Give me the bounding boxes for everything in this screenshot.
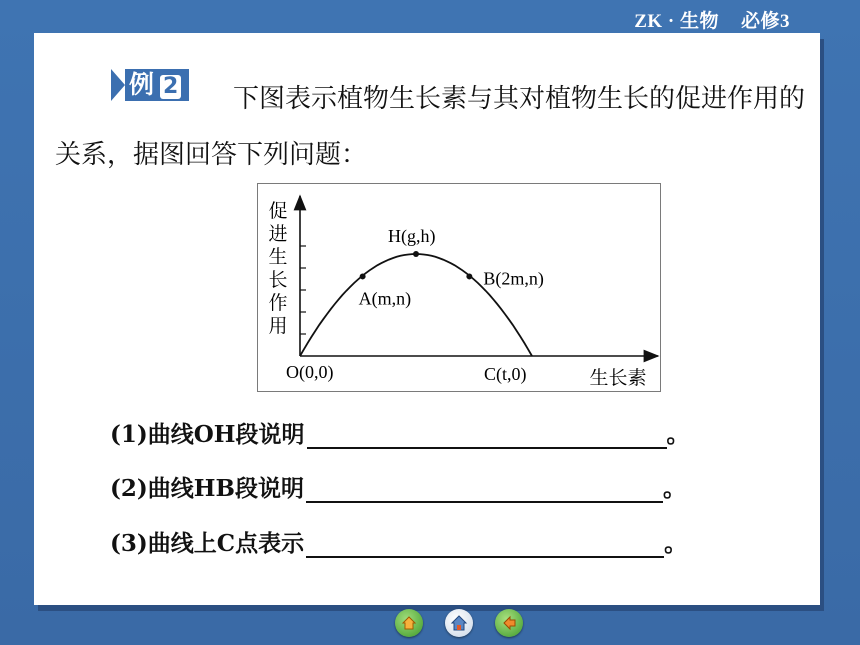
- course-tag: [634, 6, 790, 33]
- question-1: [110, 416, 690, 449]
- badge-label: 例: [129, 69, 155, 99]
- curve-point: [360, 273, 366, 279]
- point-label: C(t,0): [484, 364, 527, 384]
- question-card: [34, 33, 820, 605]
- y-axis-label-char: 长: [268, 269, 288, 291]
- y-axis-label-char: 作: [268, 292, 288, 314]
- point-label: H(g,h): [388, 226, 436, 246]
- point-label: A(m,n): [358, 288, 412, 309]
- subject-label: ZK · 生物: [634, 11, 719, 32]
- curve-point: [413, 251, 419, 257]
- point-label: B(2m,n): [483, 268, 544, 289]
- answer-blank-2[interactable]: [306, 477, 663, 503]
- question-3: [110, 525, 687, 558]
- point-label: O(0,0): [286, 362, 334, 382]
- answer-blank-3[interactable]: [306, 532, 664, 558]
- x-axis-label: 生长素: [589, 367, 647, 389]
- question-3-end: 。: [664, 530, 688, 557]
- back-icon[interactable]: [495, 609, 523, 637]
- y-axis-label-char: 促: [268, 200, 288, 222]
- house-icon[interactable]: [445, 609, 473, 637]
- question-2-text: (2)曲线HB段说明: [110, 475, 304, 502]
- slide-navigation: [395, 609, 523, 637]
- question-1-text: (1)曲线OH段说明: [110, 421, 305, 448]
- question-2: [110, 470, 686, 503]
- badge-number: 2: [160, 75, 181, 99]
- y-axis-label-char: 用: [268, 315, 288, 337]
- answer-blank-1[interactable]: [307, 423, 667, 449]
- book-label: 必修3: [740, 11, 790, 32]
- question-3-text: (3)曲线上C点表示: [110, 530, 305, 557]
- curve-diagram: [258, 184, 660, 391]
- y-axis-label-char: 进: [268, 223, 288, 245]
- question-2-end: 。: [662, 475, 686, 502]
- y-axis-label-char: 生: [268, 246, 288, 268]
- intro-text: 下图表示植物生长素与其对植物生长的促进作用的关系，据图回答下列问题：: [55, 84, 806, 170]
- curve-point: [466, 273, 472, 279]
- figure: [257, 183, 661, 392]
- question-1-end: 。: [666, 421, 690, 448]
- home-icon[interactable]: [395, 609, 423, 637]
